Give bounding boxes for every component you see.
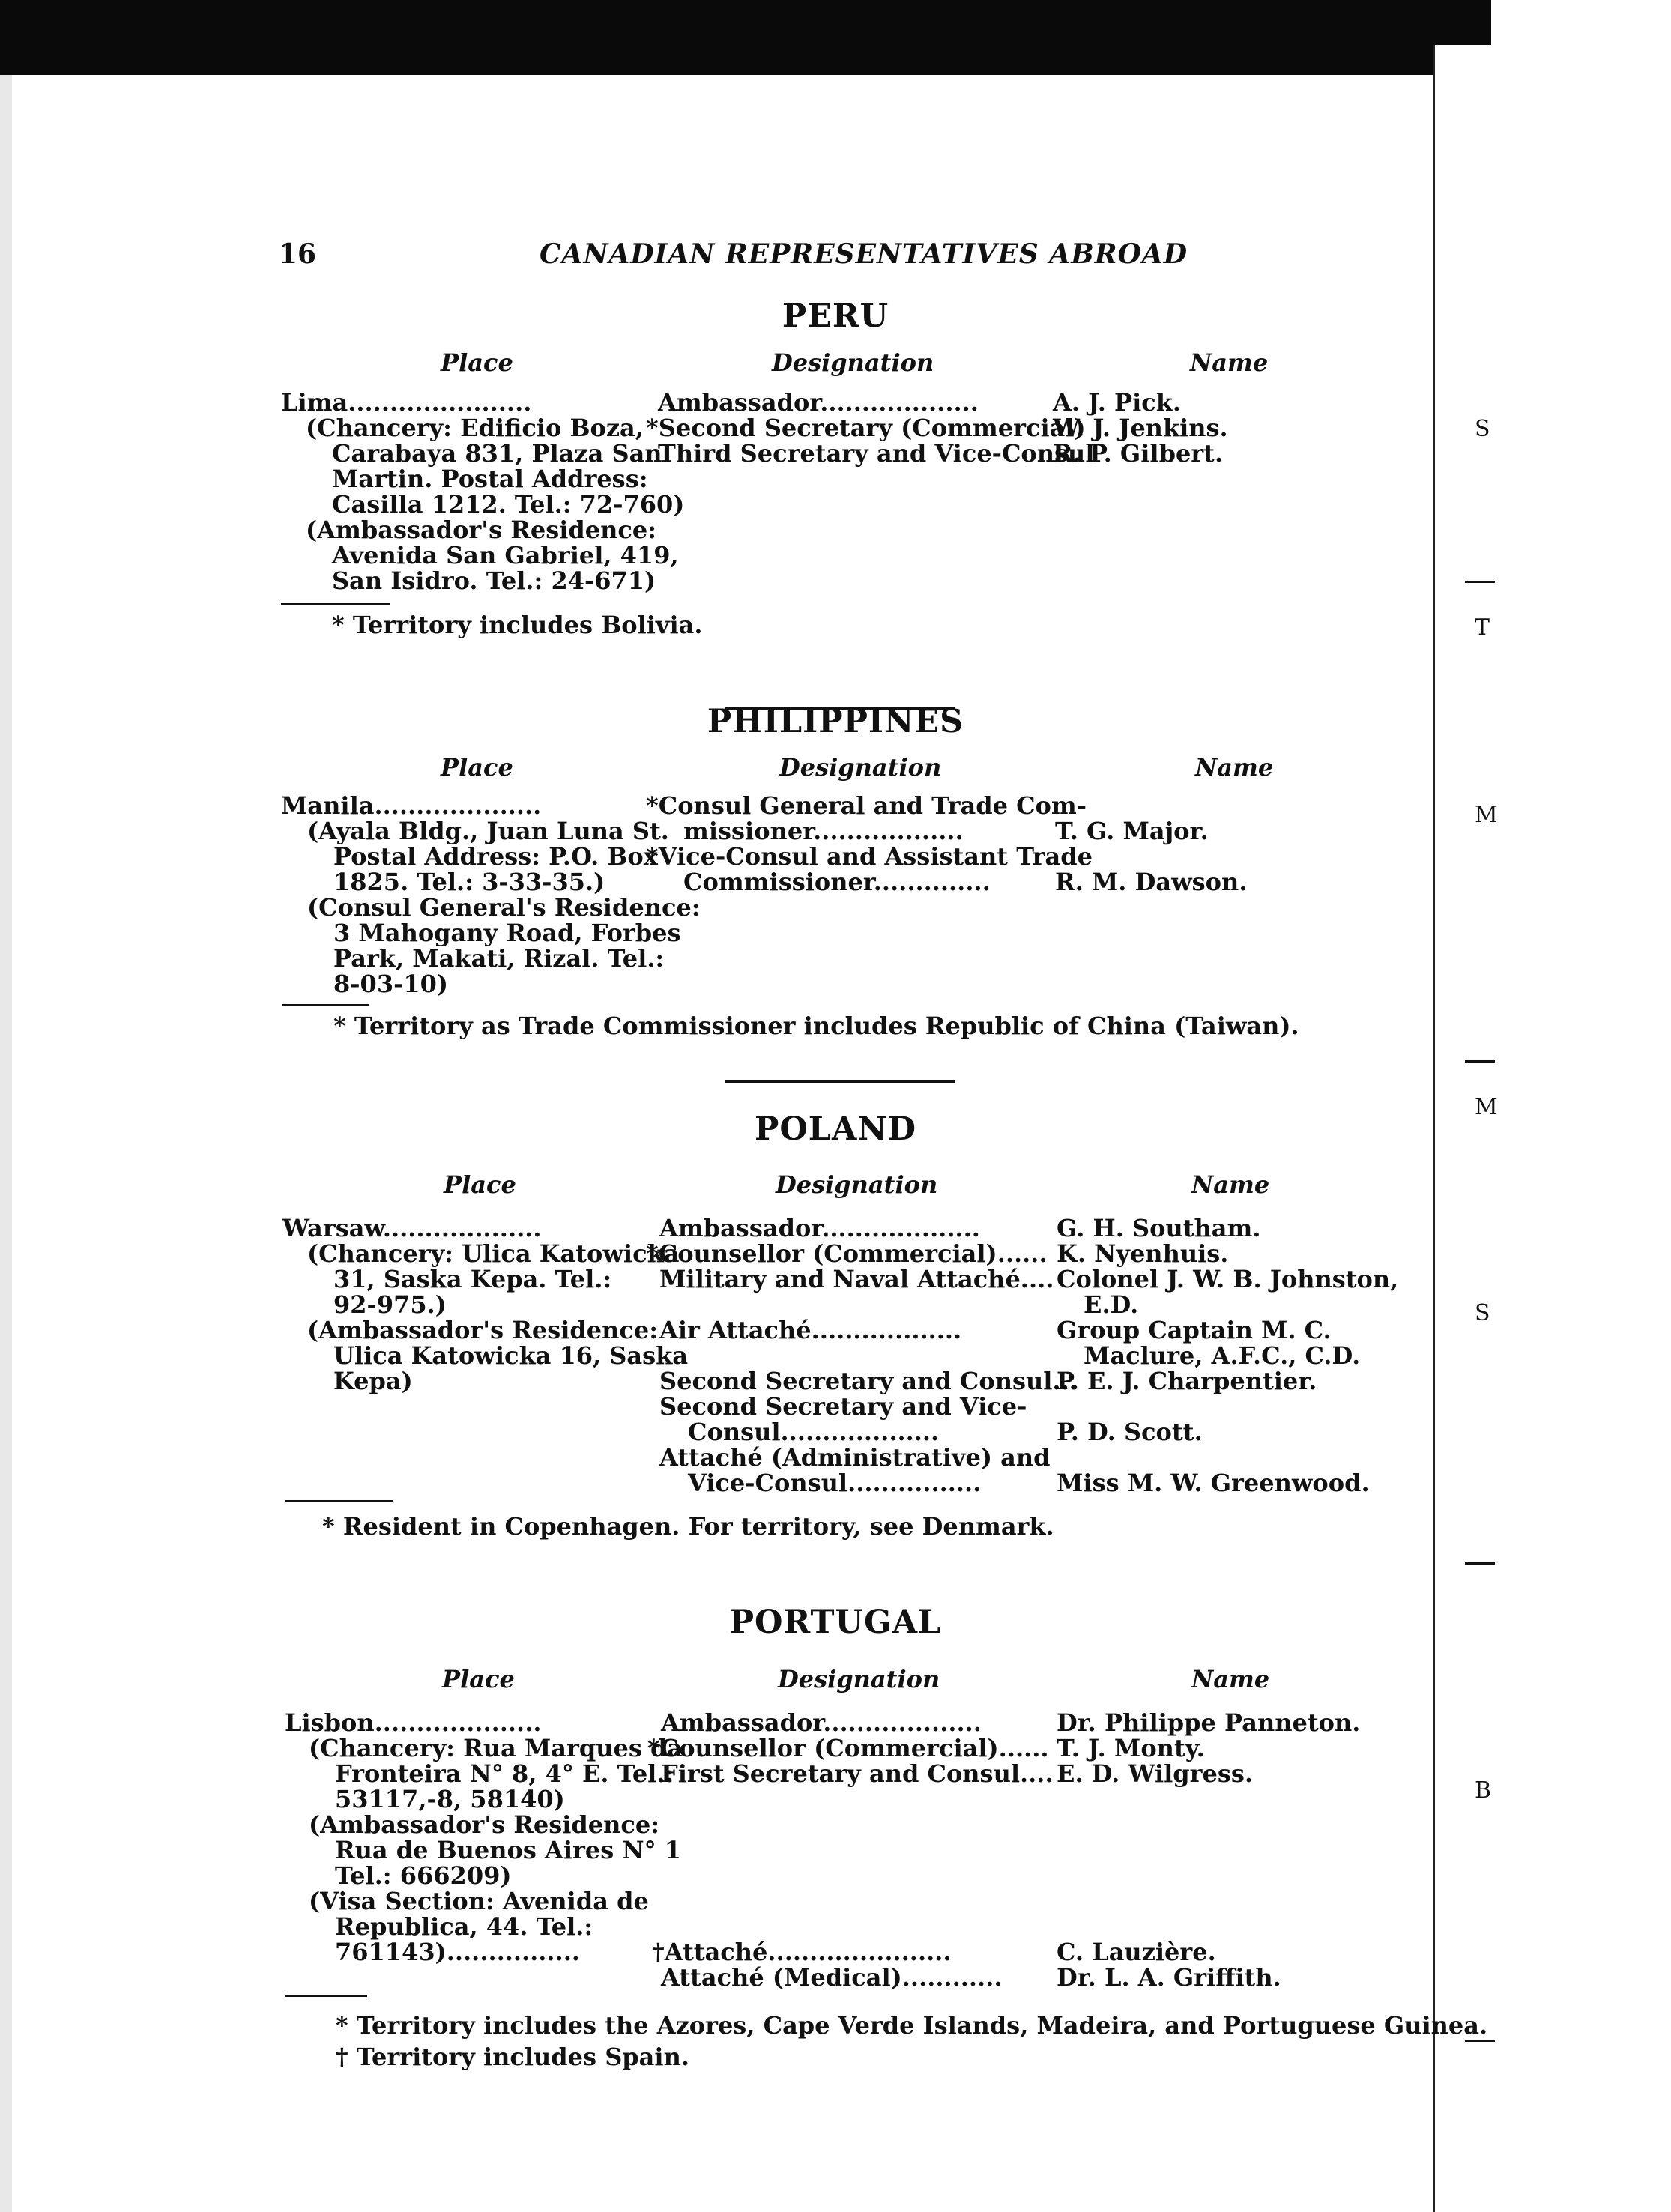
place-city: Manila.................... [281,791,542,820]
facing-page-letter: M [1475,802,1498,828]
place-line: 3 Mahogany Road, Forbes [333,919,681,947]
designation-entry: Second Secretary and Consul... [659,1367,1078,1395]
designation-entry: *Counsellor (Commercial)...... [646,1239,1048,1268]
designation-entry: Ambassador................... [661,1708,982,1737]
designation-column-header: Designation [776,1170,938,1199]
place-line: (Ambassador's Residence: [309,1810,660,1839]
name-entry: P. D. Scott. [1057,1418,1203,1446]
name-column-header: Name [1191,1665,1270,1693]
facing-page-rule [1465,1562,1495,1565]
country-heading-portugal: PORTUGAL [729,1604,942,1641]
place-city: Warsaw................... [282,1214,542,1242]
place-city: Lima...................... [281,388,532,417]
name-entry: R. M. Dawson. [1055,868,1248,896]
designation-entry: missioner.................. [683,817,964,845]
name-entry: K. Nyenhuis. [1057,1239,1229,1268]
facing-page-letter: S [1475,1300,1490,1326]
footnote: * Territory includes the Azores, Cape Verde Islands, Madeira, and Portuguese Guinea. [336,2011,1488,2040]
footnote: * Resident in Copenhagen. For territory, see Denmark. [322,1512,1054,1541]
place-line: Postal Address: P.O. Box [333,842,658,871]
name-entry: W. J. Jenkins. [1053,414,1228,442]
place-line: Carabaya 831, Plaza San [332,439,662,468]
place-line: Republica, 44. Tel.: [335,1912,593,1941]
designation-entry: *Counsellor (Commercial)...... [647,1734,1049,1762]
footnote-rule [285,1500,393,1502]
place-line: 31, Saska Kepa. Tel.: [333,1265,612,1293]
name-entry: Colonel J. W. B. Johnston, [1057,1265,1399,1293]
place-line: 1825. Tel.: 3-33-35.) [333,868,605,896]
place-line: 761143)................ [335,1938,580,1966]
place-line: Fronteira N° 8, 4° E. Tel.: [335,1759,674,1788]
place-line: (Ambassador's Residence: [307,1316,659,1344]
name-entry: R. P. Gilbert. [1053,439,1224,468]
name-entry: T. G. Major. [1055,817,1209,845]
facing-page-rule [1465,581,1495,583]
designation-entry: †Attaché...................... [652,1938,952,1966]
designation-column-header: Designation [779,753,942,782]
place-column-header: Place [442,1665,515,1693]
designation-entry: Vice-Consul................ [688,1469,982,1497]
name-entry: A. J. Pick. [1053,388,1182,417]
designation-entry: Attaché (Administrative) and [659,1443,1051,1472]
scan-top-border [0,0,1491,75]
running-head: CANADIAN REPRESENTATIVES ABROAD [540,238,1188,270]
name-entry: G. H. Southam. [1057,1214,1261,1242]
place-line: Casilla 1212. Tel.: 72-760) [332,490,685,519]
designation-entry: Ambassador................... [659,1214,980,1242]
name-entry: E.D. [1084,1290,1139,1319]
designation-entry: Second Secretary and Vice- [659,1392,1027,1421]
name-entry: P. E. J. Charpentier. [1057,1367,1317,1395]
footnote: * Territory as Trade Commissioner includes Republic of China (Taiwan). [333,1012,1299,1040]
designation-entry: Commissioner.............. [683,868,991,896]
name-entry: E. D. Wilgress. [1057,1759,1254,1788]
place-line: 53117,-8, 58140) [335,1785,565,1813]
name-entry: Dr. Philippe Panneton. [1057,1708,1361,1737]
place-line: 92-975.) [333,1290,447,1319]
facing-page-letter: B [1475,1777,1492,1804]
designation-entry: Third Secretary and Vice-Consul [658,439,1095,468]
place-line: (Chancery: Rua Marques da [309,1734,683,1762]
place-line: Tel.: 666209) [335,1861,512,1890]
place-line: (Ambassador's Residence: [306,516,657,544]
designation-entry: Ambassador................... [658,388,979,417]
place-line: Ulica Katowicka 16, Saska [333,1341,689,1370]
place-line: Rua de Buenos Aires N° 1 [335,1836,682,1864]
country-heading-philippines: PHILIPPINES [707,703,964,740]
name-entry: Group Captain M. C. [1057,1316,1332,1344]
place-column-header: Place [444,1170,516,1199]
facing-page-rule [1465,1060,1495,1063]
designation-entry: First Secretary and Consul.... [661,1759,1054,1788]
footnote-rule [281,603,390,605]
designation-column-header: Designation [778,1665,940,1693]
footnote-rule [285,1995,367,1997]
place-column-header: Place [441,753,513,782]
page-number: 16 [279,238,317,270]
name-entry: Maclure, A.F.C., C.D. [1084,1341,1361,1370]
name-entry: C. Lauzière. [1057,1938,1216,1966]
place-column-header: Place [441,348,513,377]
facing-page-letter: M [1475,1094,1498,1120]
place-line: Martin. Postal Address: [332,465,648,493]
country-heading-peru: PERU [782,297,889,335]
designation-column-header: Designation [772,348,934,377]
section-separator [725,1080,955,1083]
designation-entry: *Second Secretary (Commercial) [646,414,1086,442]
place-line: Kepa) [333,1367,413,1395]
name-entry: T. J. Monty. [1057,1734,1205,1762]
place-line: (Consul General's Residence: [307,893,701,922]
name-column-header: Name [1195,753,1274,782]
designation-entry: Air Attaché.................. [659,1316,962,1344]
place-line: Park, Makati, Rizal. Tel.: [333,944,665,973]
name-entry: Dr. L. A. Griffith. [1057,1963,1281,1992]
designation-entry: *Vice-Consul and Assistant Trade [646,842,1093,871]
facing-page-rule [1465,2040,1495,2042]
place-line: (Ayala Bldg., Juan Luna St. [307,817,669,845]
place-line: (Chancery: Edificio Boza, [306,414,644,442]
place-city: Lisbon.................... [285,1708,542,1737]
footnote: * Territory includes Bolivia. [332,611,703,639]
designation-entry: Attaché (Medical)............ [661,1963,1003,1992]
name-column-header: Name [1191,1170,1270,1199]
place-line: San Isidro. Tel.: 24-671) [332,566,656,595]
name-entry: Miss M. W. Greenwood. [1057,1469,1370,1497]
country-heading-poland: POLAND [755,1110,916,1148]
designation-entry: Military and Naval Attaché.... [659,1265,1054,1293]
place-line: 8-03-10) [333,970,449,998]
designation-entry: *Consul General and Trade Com- [646,791,1087,820]
name-column-header: Name [1190,348,1269,377]
footnote: † Territory includes Spain. [336,2043,689,2071]
facing-page-letter: T [1475,614,1490,641]
facing-page-letter: S [1475,416,1490,442]
designation-entry: Consul................... [688,1418,940,1446]
place-line: Avenida San Gabriel, 419, [332,541,679,569]
footnote-rule [282,1004,369,1006]
place-line: (Visa Section: Avenida de [309,1887,649,1915]
place-line: (Chancery: Ulica Katowicka [307,1239,680,1268]
